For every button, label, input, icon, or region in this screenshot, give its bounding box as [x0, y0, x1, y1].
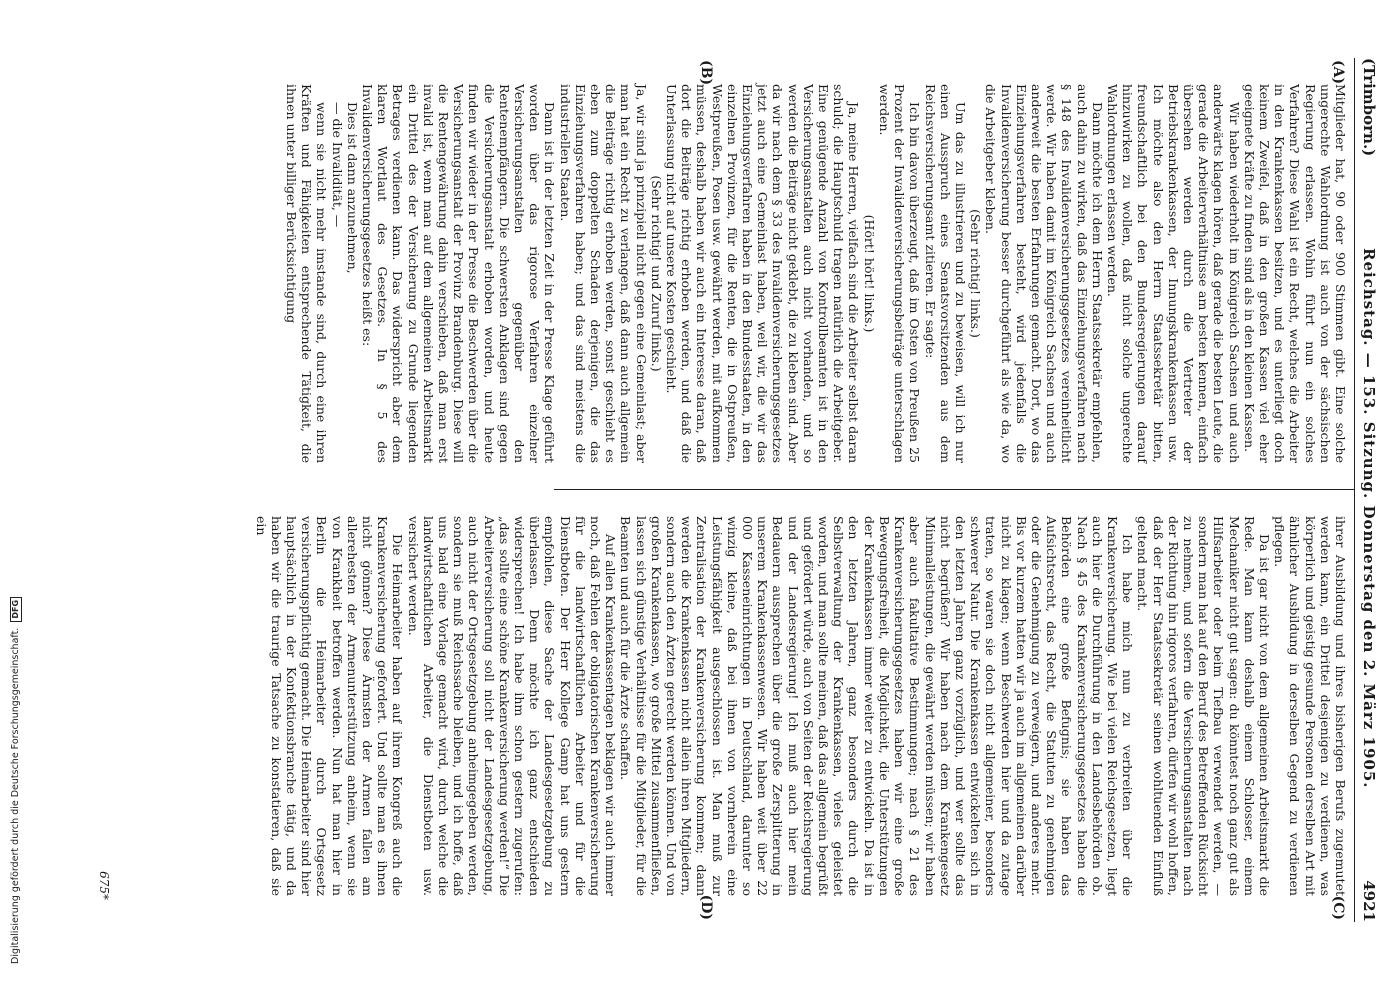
page-header — [1354, 58, 1383, 922]
paragraph: Dies ist dann anzunehmen, — [344, 102, 360, 274]
margin-marker-b: (B) — [698, 60, 714, 86]
sidebar-credit-text: Digitalisierung gefördert durch die Deutsche Forschungsgemeinschaft. — [10, 627, 21, 964]
paragraph: Die Heimarbeiter haben auf ihrem Kongreß auch die Krankenversicherung gefordert. Und sollte man es ihnen nicht gönnen? Diese Ärmsten der Armen fallen am allerehesten der Armenunterstützung anheim, wenn sie von Krankheit betroffen werden. Nun hat man hier in Berlin die Heimarbeiter durch Ortsgesetz versicherungspflichtig gemacht. Die Heimarbeiter sind hier hauptsächlich in der Konfektionsbranche tätig, und da haben wir die traurige Tatsache zu konstatieren, daß sie ein — [253, 516, 406, 896]
left-column — [283, 58, 1354, 490]
interjection: (Hört! hört! links.) — [861, 214, 877, 333]
right-column — [253, 490, 1354, 922]
interjection: (Sehr richtig! und Zuruf links.) — [648, 175, 664, 372]
margin-marker-d: (D) — [698, 894, 714, 920]
sidebar-credit — [0, 0, 26, 1000]
speaker-name: (Trimborn.) — [1360, 58, 1378, 157]
footer-number: 675* — [97, 871, 111, 900]
paragraph: Mitglieder hat, 90 oder 900 Stimmen gibt. Eine solche ungerechte Wahlordnung ist auch von der sächsischen Regierung erlassen. Wohin führt nun ein solches Verfahren? Diese Wahl ist ein Recht, welches die Arbeiter in den Krankenkassen besitzen, und es unterliegt doch keinem Zweifel, daß in den großen Kassen viel eher geeignete Kräfte zu finden sind als in den kleinen Kassen. — [1241, 84, 1348, 463]
paragraph: Ich habe mich nun zu verbreiten über die Krankenversicherung. Wie bei vielen Reichsgesetzen, liegt auch hier die Durchführung in den Landesbehörden ob. Nach § 45 des Krankenversicherungsgesetzes haben die Behörden eine große Befugnis; sie haben das Aufsichtsrecht, das Recht, die Statuten zu genehmigen oder die Genehmigung zu verweigern, und anderes mehr. Bis vor kurzem hatten wir ja auch im allgemeinen darüber nicht zu klagen; wenn Beschwerden hier und da zutage traten, so waren sie doch nicht allgemeiner, besonders schwerer Natur. Die Krankenkassen entwickelten sich in den letzten Jahren ganz vorzüglich, und wer sollte das nicht begrüßen? Wir haben nach dem Krankengesetz Minimalleistungen, die gewährt werden müssen; wir haben aber auch fakultative Bestimmungen; nach § 21 des Krankenversicherungsgesetzes haben wir eine große Bewegungsfreiheit, die Möglichkeit, die Unterstützungen der Krankenkassen immer weiter zu entwickeln. Da ist in den letzten Jahren, ganz besonders durch die Selbstverwaltung der Krankenkassen, vieles geleistet worden, und man sollte meinen, daß das allgemein begrüßt und gefördert würde, auch von Seiten der Reichsregierung und der Landesregierung! Ich muß auch hier mein Bedauern aussprechen über die große Zersplitterung in unserem Krankenkassenwesen. Wir haben weit über 22 000 Kasseneinrichtungen in Deutschland, darunter so winzig kleine, daß bei ihnen von vornherein eine Leistungsfähigkeit ausgeschlossen ist. Man muß zur Zentralisation der Krankenversicherung kommen; dann werden die Krankenkassen nicht allein ihren Mitgliedern, sondern auch den Ärzten gerecht werden können. Und von großen Krankenkassen, wo große Mittel zusammenfließen, lassen sich günstige Verhältnisse für die Mitglieder, für die Beamten und auch für die Ärzte schaffen. — [618, 516, 1136, 896]
paragraph: Dann ist in der letzten Zeit in der Presse Klage geführt worden über das rigorose Verfahren einzelner Versicherungsanstalten gegenüber den Rentenempfängern. Die schwersten Anklagen sind gegen die Versicherungsanstalt erhoben worden, und heute finden wir wieder in der Presse die Beschwerden über die Versicherungsanstalt der Provinz Brandenburg. Diese will die Rentengewährung dahin verschieben, daß man erst invalid ist, wenn man auf dem allgemeinen Arbeitsmarkt ein Drittel des der Versicherung zu Grunde liegenden Betrages verdienen kann. Das widerspricht aber dem klaren Wortlaut des Gesetzes. In § 5 des Invalidenversicherungsgesetzes heißt es: — [360, 84, 558, 463]
paragraph: Wir haben wiederholt im Königreich Sachsen und auch anderwärts klagen hören, daß gerade die besten Leute, die gerade die Arbeiterverhältnisse am besten kennen, einfach übersehen werden durch die Vertreter der Betriebskrankenkassen, der Innungskrankenkassen usw. Ich möchte also den Herrn Staatssekretär bitten, freundschaftlich bei den Bundesregierungen darauf hinzuwirken zu wollen, daß nicht solche ungerechte Wahlordnungen erlassen werden. — [1104, 84, 1242, 463]
dfg-logo: DFG — [10, 597, 22, 622]
paragraph: Dann möchte ich dem Herrn Staatssekretär empfehlen, auch dahin zu wirken, daß das Einziehungsverfahren nach § 148 des Invalidenversicherungsgesetzes vereinheitlicht werde. Wir haben damit im Königreich Sachsen und auch anderweit die besten Erfahrungen gemacht. Dort, wo das Einziehungsverfahren besteht, wird jedenfalls die Invalidenversicherung besser durchgeführt als wie da, wo die Arbeitgeber kleben. — [983, 84, 1105, 463]
paragraph: Auf allen Krankenkassentagen beklagen wir auch immer noch, daß Fehlen der obligatorischen Krankenversicherung für die landwirtschaftlichen Arbeiter und für die Dienstboten. Der Herr Kollege Gamp hat uns gestern empfohlen, diese Sache der Landesgesetzgebung zu überlassen. Denn möchte ich ganz entschieden widersprechen! Ich habe ihm schon gestern zugerufen: „das sollte eine schöne Krankenversicherung werden!“ Die Arbeiterversicherung soll nicht der Landesgesetzgebung, auch nicht der Ortsgesetzgebung anheimgegeben werden, sondern sie muß Reichssache bleiben, und ich hoffe, daß uns bald eine Vorlage gemacht wird, durch welche die landwirtschaftlichen Arbeiter, die Dienstboten usw. versichert werden. — [405, 516, 619, 896]
session-title: Reichstag. — 153. Sitzung. Donnerstag den 2. März 1905. — [1360, 247, 1378, 789]
interjection: (Sehr richtig! links.) — [968, 209, 984, 338]
text-columns — [253, 58, 1354, 922]
page-number: 4921 — [1360, 880, 1378, 922]
margin-marker-c: (C) — [1330, 895, 1346, 920]
paragraph: ihrer Ausbildung und ihres bisherigen Berufs zugemutet werden kann, ein Drittel desjenigen zu verdienen, was körperlich und geistig gesunde Personen derselben Art mit ähnlicher Ausbildung in derselben Gegend zu verdienen pflegen. — [1272, 516, 1348, 896]
margin-marker-a: (A) — [1330, 60, 1346, 85]
paragraph: Ja, wir sind ja prinzipiell nicht gegen eine Gemeinlast; aber man hat ein Recht zu verlangen, daß dann auch allgemein die Beiträge richtig erhoben werden, sonst geschieht es eben zum doppelten Schaden derjenigen, die das Einziehungsverfahren haben; und das sind meistens die industriellen Staaten. — [557, 84, 649, 463]
paragraph: Ja, meine Herren, vielfach sind die Arbeiter selbst daran schuld; die Hauptschuld tragen natürlich die Arbeitgeber. Eine genügende Anzahl von Kontrollbeamten ist in den Versicherungsanstalten auch nicht vorhanden, und so werden die Beiträge nicht geklebt, die zu kleben sind. Aber da wir nach dem § 33 des Invalidenversicherungsgesetzes jetzt auch eine Gemeinlast haben, weil wir, die wir das Einziehungsverfahren haben in den Bundesstaaten, in den einzelnen Provinzen, für die Renten, die in Ostpreußen, Westpreußen, Posen usw. gewährt werden, mit aufkommen müssen, deshalb haben wir auch ein Interesse daran, daß dort die Beiträge richtig erhoben werden, und daß die Unterlassung nicht auf unsere Kosten geschieht. — [664, 84, 862, 463]
paragraph: Um das zu illustrieren und zu beweisen, will ich nur einen Ausspruch eines Senatsvorsitzenden aus dem Reichsversicherungsamt zitieren. Er sagte: — [922, 84, 968, 463]
paragraph: wenn sie nicht mehr imstande sind, durch eine ihren Kräften und Fähigkeiten entsprechende Tätigkeit, die ihnen unter billiger Berücksichtigung — [283, 84, 330, 463]
paragraph: Da ist gar nicht von dem allgemeinen Arbeitsmarkt die Rede. Man kann deshalb einem Schlosser, einem Mechaniker nicht gut sagen: du könntest noch ganz gut als Hilfsarbeiter oder beim Tiefbau verwendet werden, — sondern man hat auf den Beruf des Betreffenden Rücksicht zu nehmen, und sofern die Versicherungsanstalten nach der Richtung hin rigoros verfahren, dürfen wir wohl hoffen, daß der Herr Staatssekretär seinen wohltuenden Einfluß geltend macht. — [1135, 516, 1272, 896]
paragraph: Ich bin davon überzeugt, daß im Osten von Preußen 25 Prozent der Invalidenversicherungsbeiträge unterschlagen werden. — [876, 84, 923, 463]
paragraph: — die Invalidität, — — [329, 102, 345, 228]
document-page — [93, 40, 1383, 940]
